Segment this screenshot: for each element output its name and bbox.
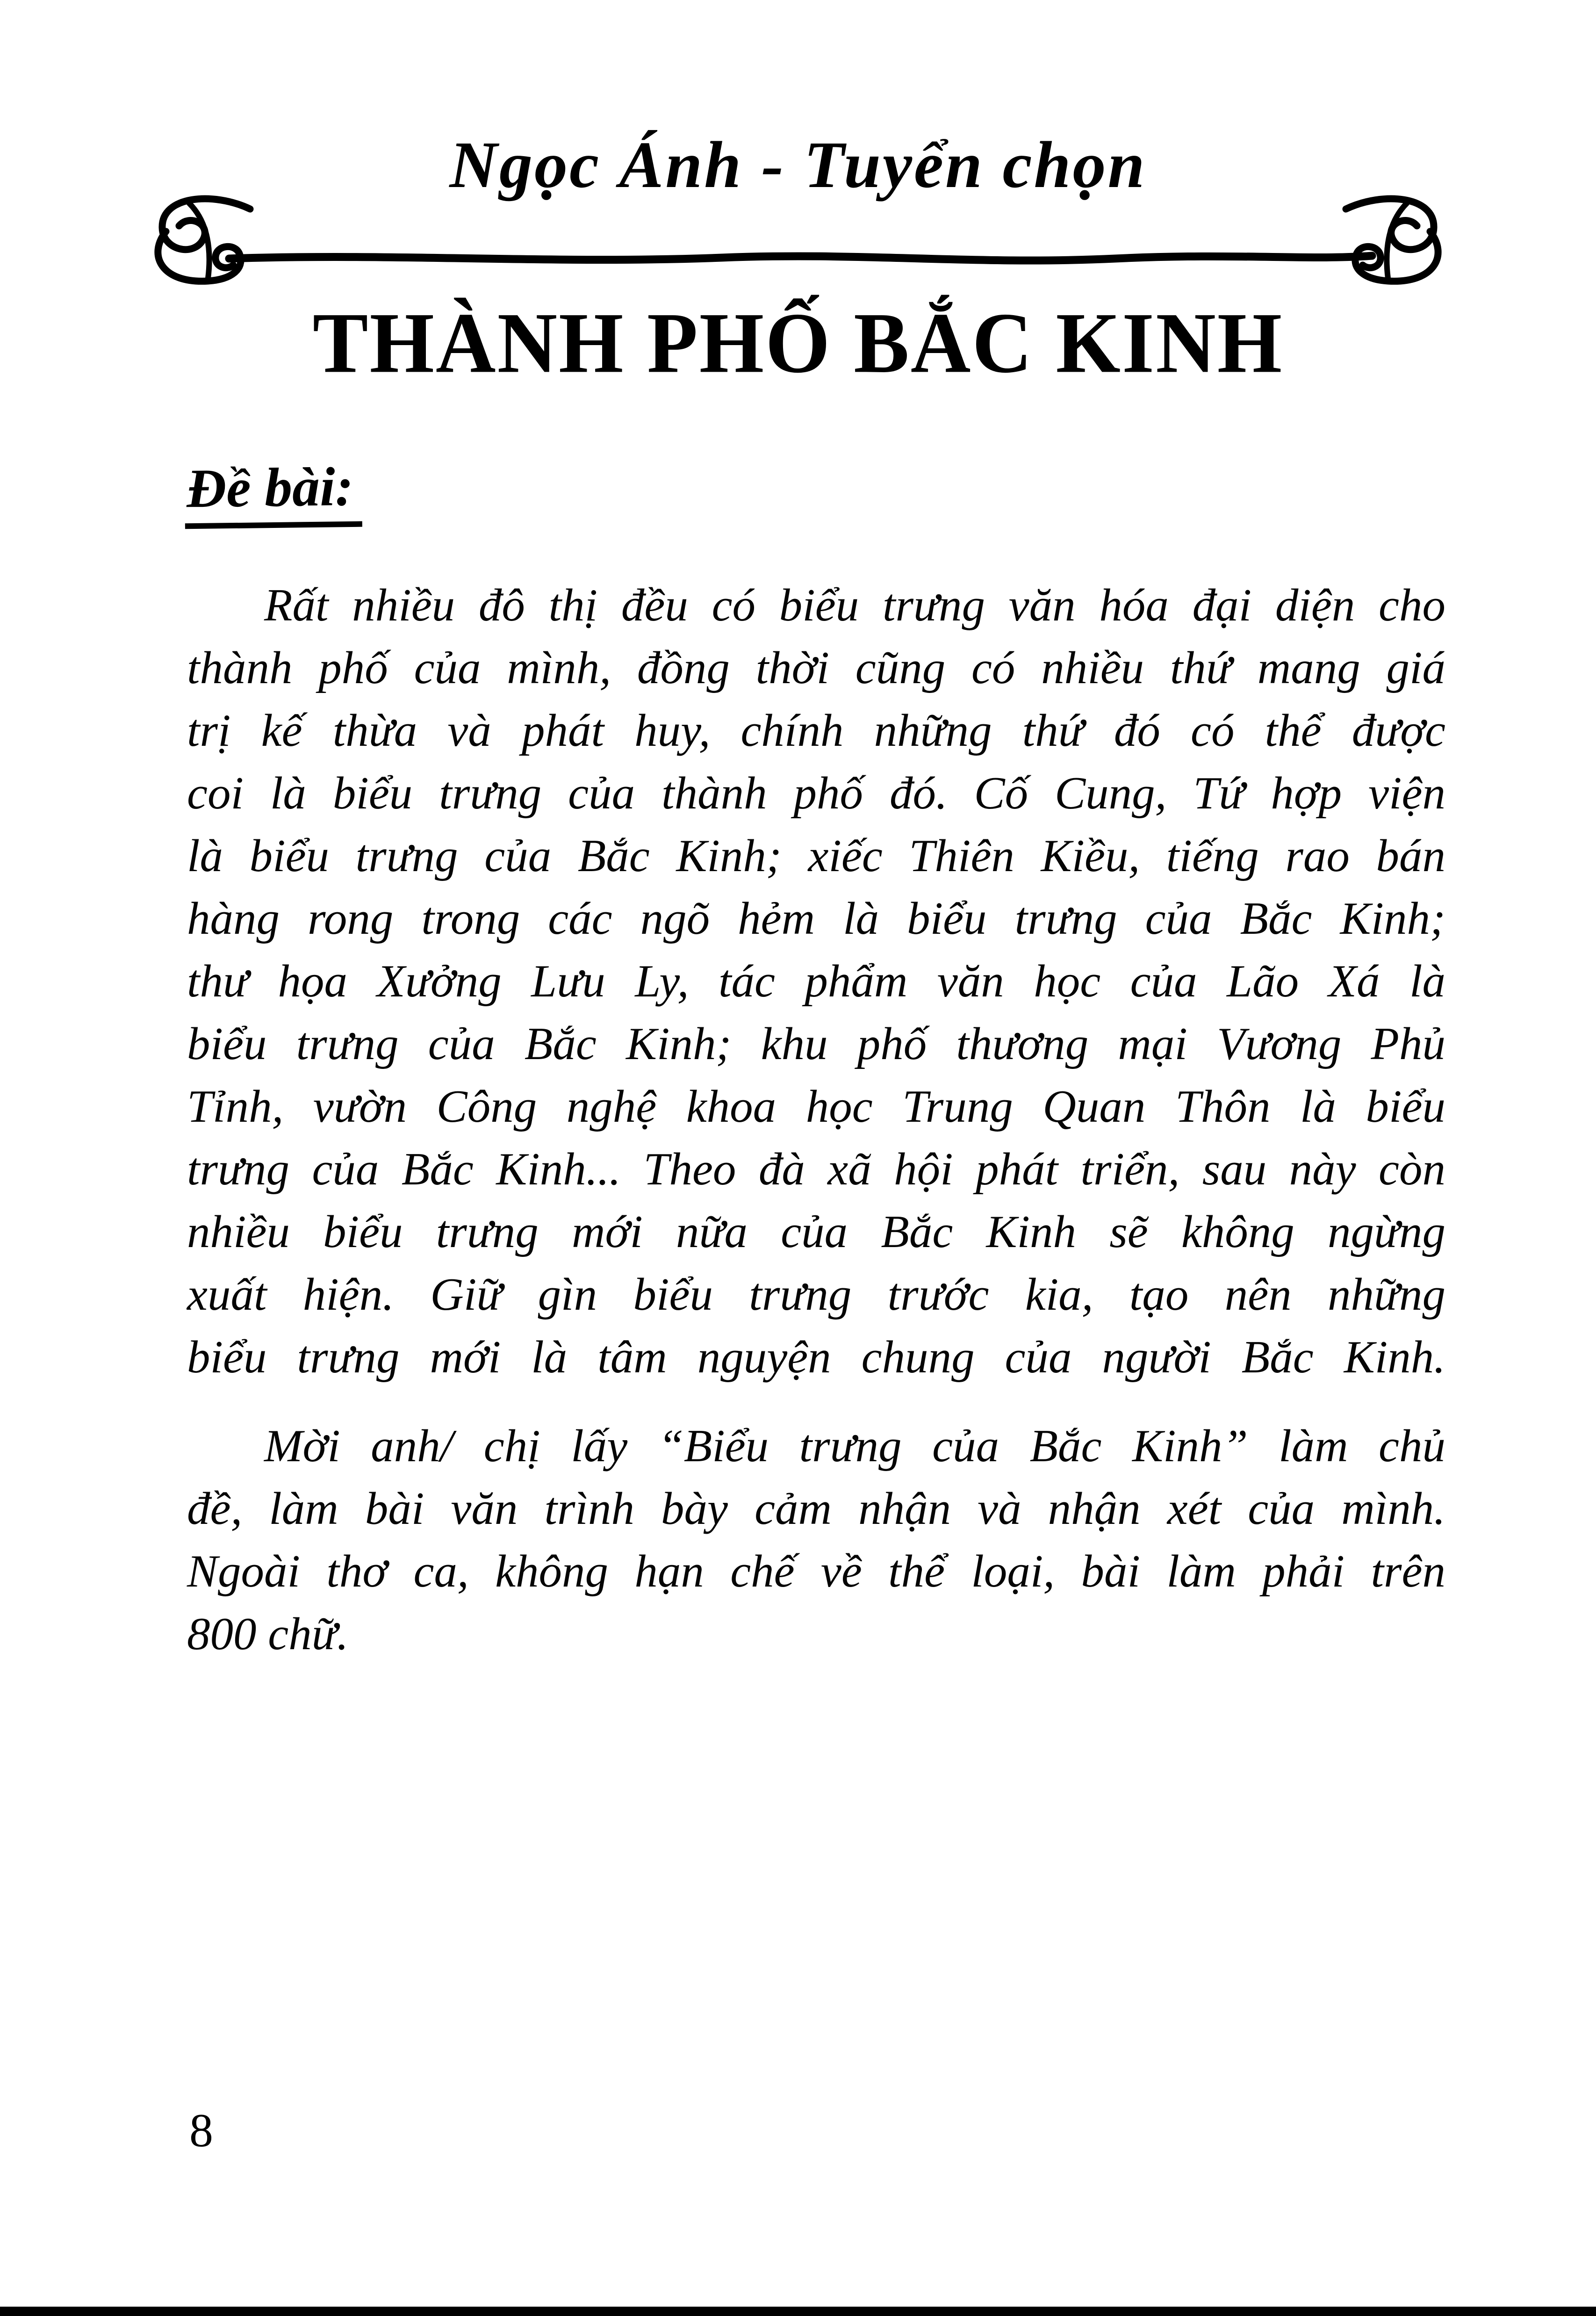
running-head: Ngọc Ánh - Tuyển chọn bbox=[449, 128, 1147, 202]
text-line: Ngoài thơ ca, không hạn chế về thể loại, bài làm phải trên bbox=[187, 1546, 1445, 1597]
rule-line bbox=[229, 256, 1372, 260]
text-line: biểu trưng mới là tâm nguyện chung của người Bắc Kinh. bbox=[187, 1332, 1445, 1383]
right-flourish-icon bbox=[1346, 199, 1438, 281]
text-line: 800 chữ. bbox=[187, 1609, 349, 1659]
paragraph bbox=[187, 574, 1445, 1389]
text-line: Rất nhiều đô thị đều có biểu trưng văn hóa đại diện cho bbox=[264, 580, 1445, 631]
left-flourish-icon bbox=[158, 199, 250, 281]
text-line: đề, làm bài văn trình bày cảm nhận và nhận xét của mình. bbox=[187, 1483, 1445, 1534]
text-line: thành phố của mình, đồng thời cũng có nhiều thứ mang giá bbox=[187, 642, 1445, 693]
scan-edge-bar bbox=[0, 2307, 1596, 2316]
text-line: nhiều biểu trưng mới nữa của Bắc Kinh sẽ không ngừng bbox=[187, 1206, 1445, 1257]
text-line: xuất hiện. Giữ gìn biểu trưng trước kia, tạo nên những bbox=[187, 1269, 1445, 1320]
header-rule-ornament bbox=[133, 185, 1463, 297]
paragraph bbox=[187, 1415, 1445, 1666]
text-line: coi là biểu trưng của thành phố đó. Cố Cung, Tứ hợp viện bbox=[187, 768, 1445, 819]
text-line: Mời anh/ chị lấy “Biểu trưng của Bắc Kinh” làm chủ bbox=[264, 1421, 1445, 1472]
text-line: biểu trưng của Bắc Kinh; khu phố thương mại Vương Phủ bbox=[187, 1018, 1445, 1069]
text-line: trị kế thừa và phát huy, chính những thứ đó có thể được bbox=[187, 705, 1445, 756]
page-title: THÀNH PHỐ BẮC KINH bbox=[312, 295, 1284, 391]
text-line: trưng của Bắc Kinh... Theo đà xã hội phát triển, sau này còn bbox=[187, 1144, 1445, 1195]
page-number: 8 bbox=[189, 2104, 213, 2157]
text-line: là biểu trưng của Bắc Kinh; xiếc Thiên Kiều, tiếng rao bán bbox=[187, 830, 1445, 881]
section-label: Đề bài: bbox=[184, 455, 362, 529]
text-line: thư họa Xưởng Lưu Ly, tác phẩm văn học của Lão Xá là bbox=[187, 956, 1445, 1007]
body-text bbox=[187, 574, 1445, 1666]
text-line: hàng rong trong các ngõ hẻm là biểu trưng của Bắc Kinh; bbox=[187, 893, 1445, 944]
text-line: Tỉnh, vườn Công nghệ khoa học Trung Quan Thôn là biểu bbox=[187, 1081, 1445, 1132]
